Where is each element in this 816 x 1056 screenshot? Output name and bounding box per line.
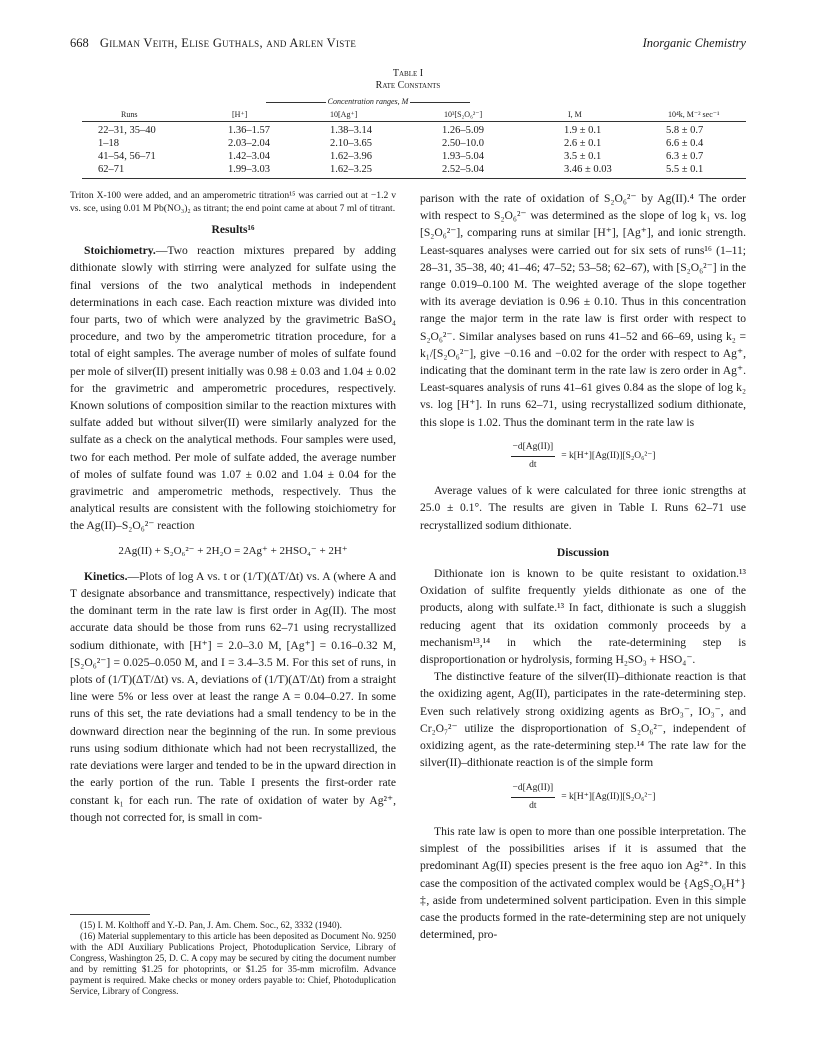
table-cell: 62–71 (98, 164, 125, 175)
results-heading: Results¹⁶ (211, 223, 255, 236)
table-caption (70, 68, 746, 92)
stoichiometry-paragraph (70, 242, 396, 534)
table-row (90, 137, 750, 150)
table-cell: 1.99–3.03 (228, 164, 270, 175)
rate-denominator-2: dt (529, 800, 537, 811)
table-cell: 1.62–3.96 (330, 151, 372, 162)
running-head (70, 36, 746, 54)
table-cell: 1.9 ± 0.1 (564, 125, 602, 136)
column-header-s2o6: 10³[S₂O₆²⁻] (444, 110, 483, 119)
stoichiometry-heading: Stoichiometry. (84, 244, 156, 258)
table-bottom-rule (82, 178, 746, 179)
rate-fraction (511, 439, 556, 474)
stoichiometry-equation: 2Ag(II) + S₂O₆²⁻ + 2H₂O = 2Ag⁺ + 2HSO₄⁻ + 2H⁺ (118, 544, 348, 557)
footnote-16: (16) Material supplementary to this article has been deposited as Document No. 9250 with the ADI Auxiliary Publications Project, Photoduplication Service, Library of Congress, Washington 25, D. C. A copy may be secured by citing the document number and by remitting $1.25 for photoprints, or $1.25 for 35-mm microfilm. Advance payment is required. Make checks or money orders payable to: Chief, Photoduplication Service, Library of Congress. (70, 931, 396, 996)
table-cell: 2.03–2.04 (228, 138, 270, 149)
table-row (90, 150, 750, 163)
column-header-runs: Runs (121, 110, 138, 119)
table-cell: 6.3 ± 0.7 (666, 151, 704, 162)
rate-rhs-2: = k[H⁺][Ag(II)][S₂O₆²⁻] (561, 791, 656, 802)
page-number: 668 (70, 36, 89, 50)
table-cell: 41–54, 56–71 (98, 151, 156, 162)
table-cell: 5.8 ± 0.7 (666, 125, 704, 136)
concentration-header (222, 97, 514, 106)
journal-name: Inorganic Chemistry (642, 36, 746, 50)
column-header-ag: 10[Ag⁺] (330, 110, 358, 119)
right-column (420, 190, 746, 943)
table-cell: 1.38–3.14 (330, 125, 372, 136)
discussion-paragraph-3: This rate law is open to more than one possible interpretation. The simplest of the possibilities arises if it is assumed that the predominant Ag(II) species present is the free aquo ion Ag²⁺. In this case the composition of the activated complex would be {AgS₂O₆H⁺}‡, aside from undetermined solvent participation. Even in this simple case the products formed in the rate-determining step are not uniquely determined, pro- (420, 824, 746, 942)
table-cell: 2.6 ± 0.1 (564, 138, 602, 149)
concentration-header-text: Concentration ranges, M (327, 97, 409, 106)
table-cell: 1.26–5.09 (442, 125, 484, 136)
rate-table (90, 124, 750, 176)
column-header-h: [H⁺] (232, 110, 248, 119)
table-cell: 1.93–5.04 (442, 151, 484, 162)
table-cell: 2.50–10.0 (442, 138, 484, 149)
table-title: Rate Constants (375, 80, 441, 91)
table-cell: 1–18 (98, 138, 119, 149)
table-row (90, 124, 750, 137)
kinetics-paragraph (70, 568, 396, 826)
order-paragraph: parison with the rate of oxidation of S₂O₆²⁻ by Ag(II).⁴ The order with respect to S₂O₆²⁻ was determined as the slope of log k₁ vs. log [S₂O₆²⁻], comparing runs at similar [H⁺], [Ag⁺], and ionic strength. Least-squares analyses were carried out for six sets of runs¹⁶ (1–11; 28–31, 35–38, 40; 41–46; 47–52; 53–58; 62–67), with [S₂O₆²⁻] in the range 0.019–0.100 M. The weighted average of the slope together with its average deviation is 0.96 ± 0.10. Thus in this concentration range the major term in the rate law is first order with respect to S₂O₆²⁻. Similar analyses based on runs 41–52 and 66–69, using k₂ = k₁/[S₂O₆²⁻], give −0.16 and −0.02 for the order with respect to Ag⁺, indicating that the dominant term in the rate law is zero order in Ag⁺. Least-squares analysis of runs 41–61 gives 0.84 as the slope of log k₂ vs. log [H⁺]. In runs 62–71, using recrystallized sodium dithionate, this slope is 1.02. Thus the dominant term in the rate law is (420, 192, 746, 429)
table-cell: 2.52–5.04 (442, 164, 484, 175)
footnote-15: (15) I. M. Kolthoff and Y.-D. Pan, J. Am. Chem. Soc., 62, 3332 (1940). (80, 920, 342, 930)
table-header-rule (82, 121, 746, 122)
rate-law-equation-2 (420, 780, 746, 815)
kinetics-text: —Plots of log A vs. t or (1/T)(ΔT/Δt) vs. A (where A and T designate absorbance and transmittance, respectively) indicate that the dominant term in the rate law is first order in Ag(II). The most accurate data should be those from runs 62–71 using recrystallized sodium dithionate, with [H⁺] = 2.0–3.0 M, [Ag⁺] = 0.16–0.32 M, [S₂O₆²⁻] = 0.025–0.050 M, and I = 3.4–3.5 M. For this set of runs, in plots of (1/T)(ΔT/Δt) vs. A, deviations of (1/T)(ΔT/Δt) from a straight line were 5% or less over at least the range A = 0.04–0.27. In some runs of this set, the rate deviations had a small tendency to be in the downward direction near the beginning of the run. In some previous runs using sodium dithionate which had not been recrystallized, the rate deviations were larger and tended to be in the upward direction in the early portion of the run. Table I presents the first-order rate constant k₁ for each run. The rate of oxidation of water by Ag²⁺, though not corrected for, is small in com- (70, 569, 396, 824)
intro-paragraph: Triton X-100 were added, and an amperometric titration¹⁵ was carried out at −1.2 v vs. sce, using 0.01 M Pb(NO₃)₂ as titrant; the end point came at about 7 ml of titrant. (70, 190, 396, 214)
kinetics-heading: Kinetics. (84, 569, 128, 583)
column-header-k: 10⁴k, M⁻² sec⁻¹ (668, 110, 720, 119)
discussion-heading: Discussion (556, 545, 610, 559)
footnote-rule (70, 914, 150, 915)
table-cell: 1.36–1.57 (228, 125, 270, 136)
rate-numerator-2: −d[Ag(II)] (511, 780, 556, 798)
column-header-ionic-strength: I, M (568, 110, 582, 119)
table-cell: 6.6 ± 0.4 (666, 138, 704, 149)
table-label: Table I (392, 68, 424, 79)
author-names: Gilman Veith, Elise Guthals, and Arlen Viste (99, 36, 357, 50)
rate-fraction-2 (511, 780, 556, 815)
discussion-paragraph-2: The distinctive feature of the silver(II)–dithionate reaction is that the oxidizing agent, Ag(II), participates in the rate-determining step. Even such relatively strong oxidizing agents as BrO₃⁻, IO₃⁻, and Cr₂O₇²⁻ utilize the disproportionation of S₂O₆²⁻, independent of oxidizing agent, as the rate-determining step.¹⁴ The rate law for the silver(II)–dithionate reaction is of the simple form (420, 670, 746, 770)
table-cell: 1.62–3.25 (330, 164, 372, 175)
discussion-paragraph-1: Dithionate ion is known to be quite resistant to oxidation.¹³ Oxidation of sulfite frequently yields dithionate as one of the products, along with sulfate.¹³ In fact, dithionate is such a sluggish reducing agent that its oxidation commonly proceeds by a mechanism¹³,¹⁴ in which the rate-determining step is disproportionation or hydrolysis, forming H₂SO₃ + HSO₄⁻. (420, 567, 746, 667)
table-cell: 3.5 ± 0.1 (564, 151, 602, 162)
table-cell: 5.5 ± 0.1 (666, 164, 704, 175)
rate-law-equation (420, 439, 746, 474)
rate-denominator: dt (529, 460, 537, 471)
stoichiometry-text: —Two reaction mixtures prepared by adding dithionate slowly with stirring were analyzed for sulfate using the final versions of the two analytical methods in independent determinations in each case. Each reaction mixture was divided into four parts, two of which were analyzed by the gravimetric BaSO₄ procedure, and two by the amperometric titration procedure, for a total of eight samples. The average number of moles of sulfate found per mole of silver(II) present initially was 0.98 ± 0.03 and 1.04 ± 0.02 for the gravimetric and amperometric procedures, respectively. Known solutions of composition similar to the reaction mixtures with sulfate added but without silver(II) were similarly analyzed for the sulfate as a check on the analytical methods. Four samples were used, two for each method. Per mole of sulfate added, the average number of moles of sulfate found was 1.07 ± 0.02 and 1.04 ± 0.04 for the gravimetric and amperometric methods, respectively. Thus the analytical results are consistent with the following stoichiometry for the Ag(II)–S₂O₆²⁻ reaction (70, 244, 396, 533)
table-cell: 1.42–3.04 (228, 151, 270, 162)
table-cell: 3.46 ± 0.03 (564, 164, 612, 175)
running-head-left (70, 36, 356, 51)
table-cell: 2.10–3.65 (330, 138, 372, 149)
table-row (90, 163, 750, 176)
rate-rhs: = k[H⁺][Ag(II)][S₂O₆²⁻] (561, 450, 656, 461)
average-k-paragraph: Average values of k were calculated for three ionic strengths at 25.0 ± 0.1°. The results are given in Table I. Runs 62–71 use recrystallized sodium dithionate. (420, 484, 746, 532)
rate-numerator: −d[Ag(II)] (511, 439, 556, 457)
left-column (70, 190, 396, 826)
footnotes (70, 920, 396, 997)
table-cell: 22–31, 35–40 (98, 125, 156, 136)
